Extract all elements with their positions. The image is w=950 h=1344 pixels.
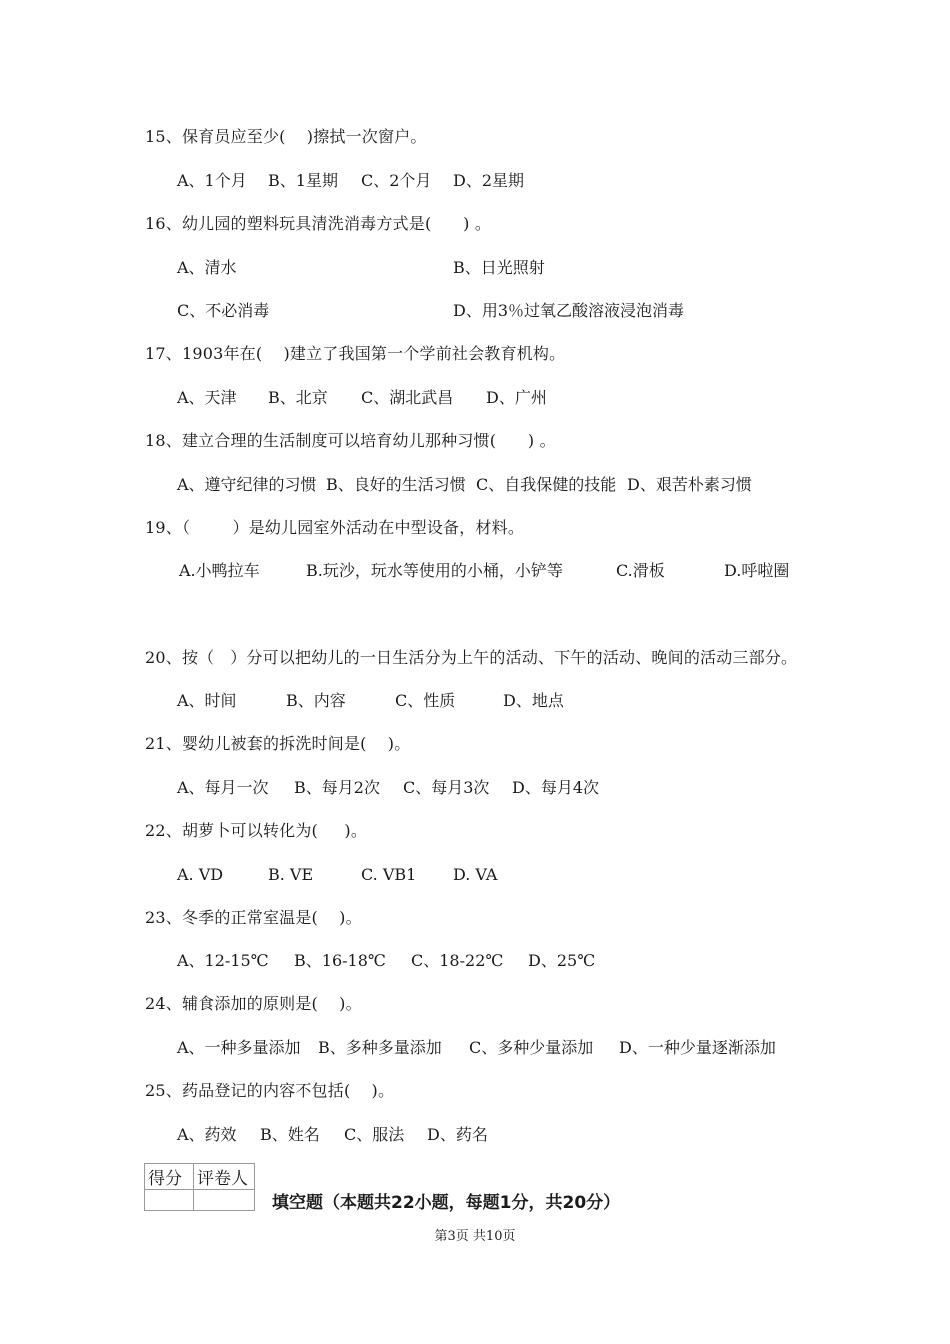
question-16-option-d: D、用3％过氧乙酸溶液浸泡消毒 (453, 301, 685, 320)
question-19-option-a: A.小鸭拉车 (179, 561, 260, 580)
question-18-option-d: D、艰苦朴素习惯 (627, 475, 752, 494)
section-title: 填空题（本题共22小题，每题1分，共20分） (272, 1193, 621, 1213)
score-grader-table (144, 1163, 255, 1211)
question-15-option-b: B、1星期 (268, 171, 338, 190)
question-22-stem: 22、胡萝卜可以转化为( )。 (145, 821, 368, 840)
question-18-option-c: C、自我保健的技能 (476, 475, 617, 494)
question-24-option-d: D、一种少量逐渐添加 (619, 1038, 776, 1057)
question-20-option-b: B、内容 (286, 691, 346, 710)
question-23-option-a: A、12-15℃ (177, 951, 269, 970)
question-24-stem: 24、辅食添加的原则是( )。 (145, 994, 362, 1013)
question-19-stem: 19、（ ）是幼儿园室外活动在中型设备，材料。 (145, 518, 525, 537)
question-15-option-a: A、1个月 (177, 171, 247, 190)
page-footer: 第3页 共10页 (434, 1229, 516, 1244)
question-24-option-b: B、多种多量添加 (318, 1038, 442, 1057)
question-18-stem: 18、建立合理的生活制度可以培育幼儿那种习惯( ) 。 (145, 431, 556, 450)
question-21-option-d: D、每月4次 (512, 778, 600, 797)
question-16-stem: 16、幼儿园的塑料玩具清洗消毒方式是( ) 。 (145, 214, 492, 233)
question-19-option-d: D.呼啦圈 (724, 561, 790, 580)
question-15-option-d: D、2星期 (453, 171, 525, 190)
question-22-option-a: A. VD (177, 865, 224, 884)
question-22-option-b: B. VE (268, 865, 314, 884)
score-label: 得分 (145, 1164, 194, 1190)
question-21-option-b: B、每月2次 (294, 778, 380, 797)
question-25-option-a: A、药效 (177, 1125, 237, 1144)
question-17-option-b: B、北京 (268, 388, 328, 407)
question-20-option-c: C、性质 (395, 691, 456, 710)
question-17-stem: 17、1903年在( )建立了我国第一个学前社会教育机构。 (145, 344, 566, 363)
question-21-stem: 21、婴幼儿被套的拆洗时间是( )。 (145, 734, 411, 753)
question-17-option-d: D、广州 (486, 388, 547, 407)
grader-label: 评卷人 (194, 1164, 255, 1190)
question-17-option-c: C、湖北武昌 (361, 388, 454, 407)
question-24-option-c: C、多种少量添加 (469, 1038, 594, 1057)
grader-cell (194, 1190, 255, 1211)
question-25-option-d: D、药名 (427, 1125, 488, 1144)
score-cell (145, 1190, 194, 1211)
question-18-option-b: B、良好的生活习惯 (326, 475, 466, 494)
question-22-option-c: C. VB1 (361, 865, 417, 884)
question-21-option-c: C、每月3次 (403, 778, 490, 797)
question-23-option-b: B、16-18℃ (294, 951, 386, 970)
question-22-option-d: D. VA (453, 865, 498, 884)
question-18-option-a: A、遵守纪律的习惯 (177, 475, 317, 494)
question-16-option-c: C、不必消毒 (177, 301, 270, 320)
question-20-stem: 20、按（ ）分可以把幼儿的一日生活分为上午的活动、下午的活动、晚间的活动三部分。 (145, 648, 798, 667)
question-16-option-b: B、日光照射 (453, 258, 545, 277)
question-23-option-c: C、18-22℃ (411, 951, 504, 970)
question-25-option-c: C、服法 (344, 1125, 405, 1144)
question-17-option-a: A、天津 (177, 388, 237, 407)
question-16-option-a: A、清水 (177, 258, 237, 277)
question-24-option-a: A、一种多量添加 (177, 1038, 301, 1057)
question-19-option-c: C.滑板 (616, 561, 665, 580)
question-20-option-d: D、地点 (503, 691, 564, 710)
question-19-option-b: B.玩沙，玩水等使用的小桶，小铲等 (306, 561, 563, 580)
question-20-option-a: A、时间 (177, 691, 237, 710)
question-15-option-c: C、2个月 (361, 171, 432, 190)
question-23-stem: 23、冬季的正常室温是( )。 (145, 908, 362, 927)
question-23-option-d: D、25℃ (528, 951, 596, 970)
question-25-option-b: B、姓名 (260, 1125, 320, 1144)
question-25-stem: 25、药品登记的内容不包括( )。 (145, 1081, 395, 1100)
question-15-stem: 15、保育员应至少( )擦拭一次窗户。 (145, 127, 427, 146)
question-21-option-a: A、每月一次 (177, 778, 269, 797)
